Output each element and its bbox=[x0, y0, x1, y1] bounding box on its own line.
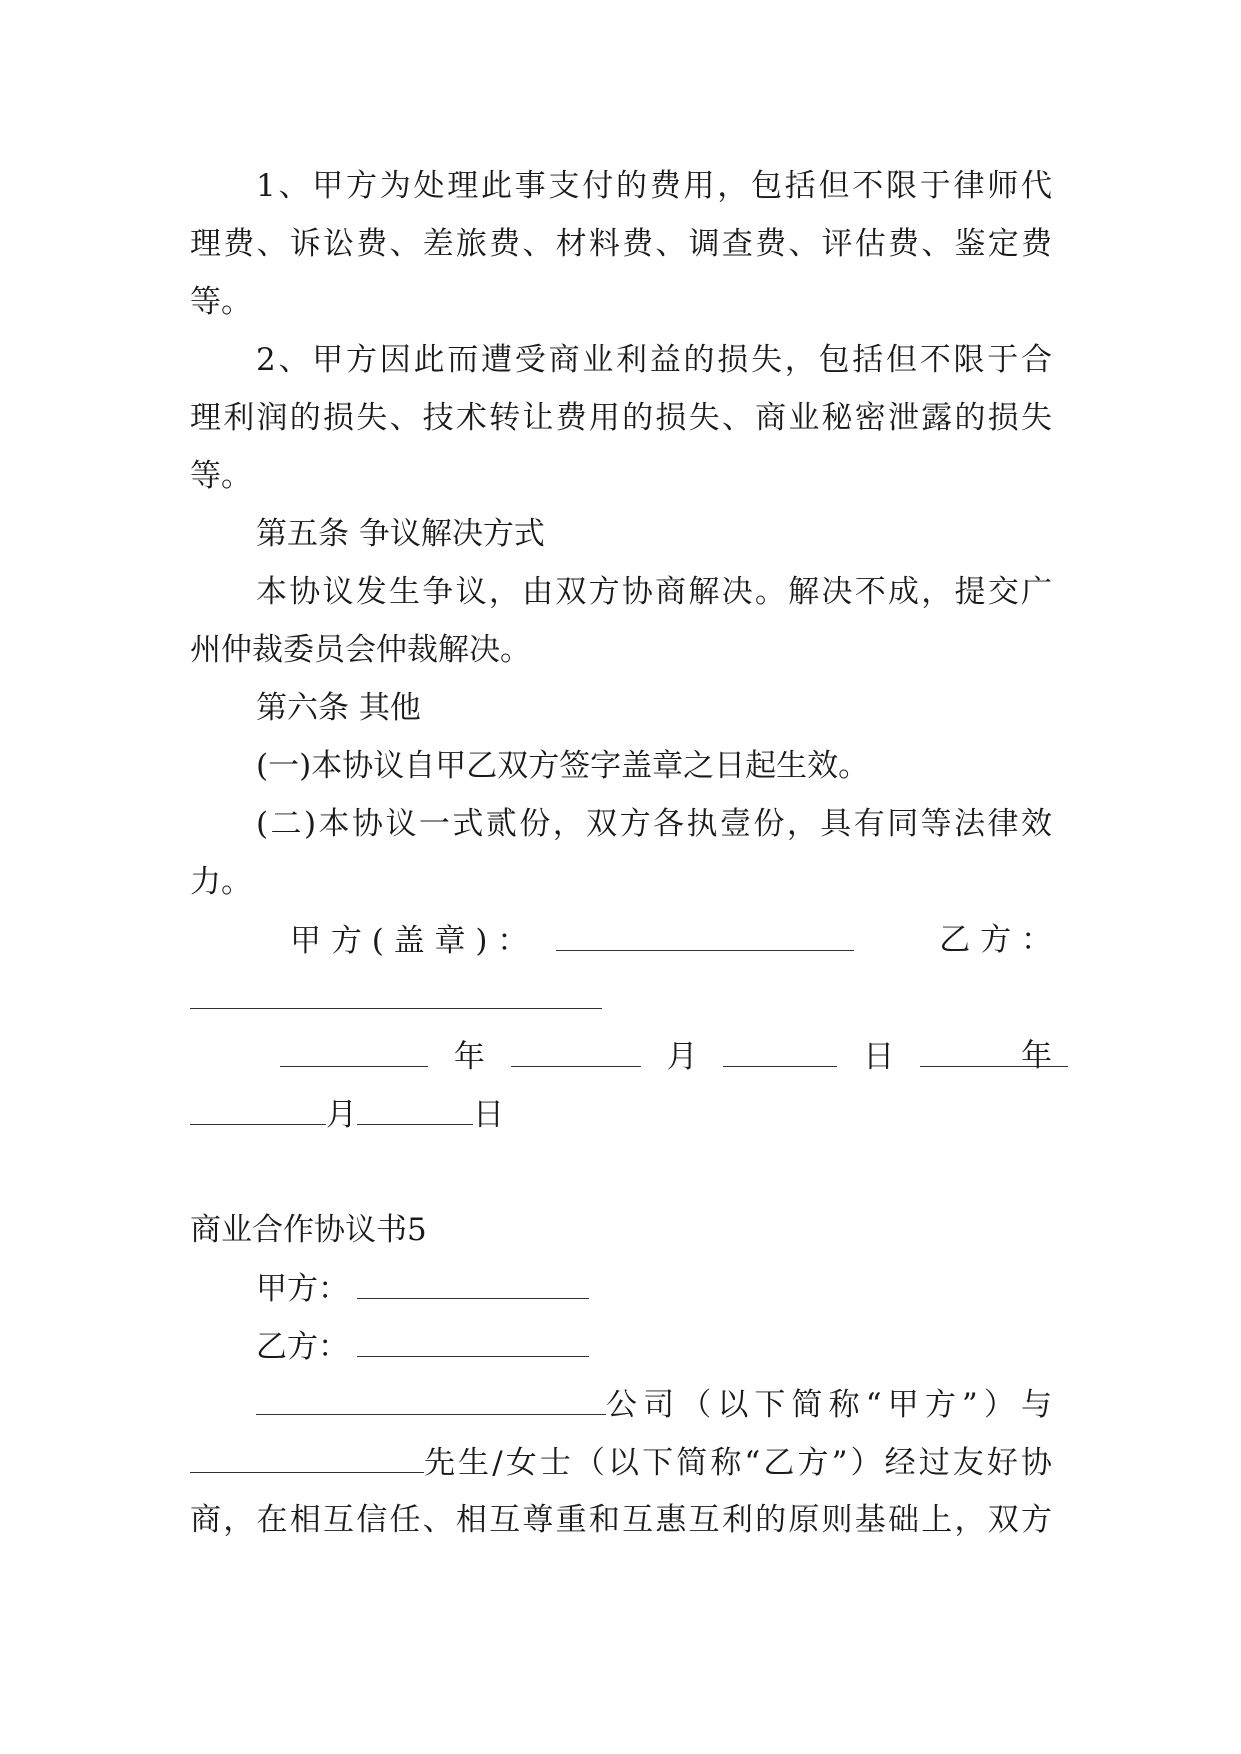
day-a-blank bbox=[723, 1036, 837, 1067]
date-row bbox=[280, 1036, 1052, 1076]
party-a-blank bbox=[556, 920, 854, 951]
person-blank bbox=[190, 1442, 424, 1473]
party-b-label: 乙方： bbox=[256, 1329, 349, 1365]
article-5-title: 第五条 争议解决方式 bbox=[256, 516, 545, 552]
agreement-5-party-a bbox=[256, 1268, 1052, 1308]
article-6-item-2-line-2: 力。 bbox=[190, 864, 252, 900]
date-row-b bbox=[190, 1094, 1052, 1134]
article-5-line-2: 州仲裁委员会仲裁解决。 bbox=[190, 632, 531, 668]
article-5-line-1: 本协议发生争议，由双方协商解决。解决不成，提交广 bbox=[256, 574, 1052, 610]
party-b-label: 乙 方 ： bbox=[939, 922, 1052, 958]
year-b-label: 年 bbox=[1021, 1038, 1052, 1074]
agreement-5-title: 商业合作协议书5 bbox=[190, 1212, 427, 1248]
month-a-blank bbox=[511, 1036, 641, 1067]
day-a-label: 日 bbox=[863, 1039, 895, 1075]
month-b-label: 月 bbox=[326, 1097, 357, 1133]
intro-company-text: 公司（以下简称“甲方”）与 bbox=[606, 1387, 1052, 1423]
party-b-blank-row bbox=[190, 978, 1052, 1018]
article-6-item-1: (一)本协议自甲乙双方签字盖章之日起生效。 bbox=[256, 748, 870, 784]
clause-1-line-3: 等。 bbox=[190, 284, 252, 320]
agreement-5-party-b bbox=[256, 1326, 1052, 1366]
clause-2-line-3: 等。 bbox=[190, 458, 252, 494]
party-b-name-blank bbox=[357, 1326, 589, 1357]
intro-line-3: 商，在相互信任、相互尊重和互惠互利的原则基础上，双方 bbox=[190, 1502, 1052, 1538]
day-b-blank bbox=[357, 1094, 473, 1125]
article-6-item-2-line-1: (二)本协议一式贰份，双方各执壹份，具有同等法律效 bbox=[256, 806, 1052, 842]
intro-line-1 bbox=[256, 1384, 1052, 1424]
year-a-label: 年 bbox=[453, 1039, 485, 1075]
party-b-blank bbox=[190, 978, 602, 1009]
clause-1-line-2: 理费、诉讼费、差旅费、材料费、调查费、评估费、鉴定费 bbox=[190, 226, 1052, 262]
intro-line-2 bbox=[190, 1442, 1052, 1482]
article-6-title: 第六条 其他 bbox=[256, 690, 421, 726]
party-a-seal-label: 甲 方 ( 盖 章 ) ： bbox=[290, 923, 529, 959]
clause-1-line-1: 1、甲方为处理此事支付的费用，包括但不限于律师代 bbox=[256, 168, 1052, 204]
company-blank bbox=[256, 1384, 606, 1415]
month-b-blank bbox=[190, 1094, 326, 1125]
party-a-label: 甲方： bbox=[256, 1271, 349, 1307]
party-a-name-blank bbox=[357, 1268, 589, 1299]
signature-row bbox=[290, 920, 1052, 960]
clause-2-line-2: 理利润的损失、技术转让费用的损失、商业秘密泄露的损失 bbox=[190, 400, 1052, 436]
year-a-blank bbox=[280, 1036, 428, 1067]
day-b-label: 日 bbox=[473, 1097, 504, 1133]
clause-2-line-1: 2、甲方因此而遭受商业利益的损失，包括但不限于合 bbox=[256, 342, 1052, 378]
intro-person-text: 先生/女士（以下简称“乙方”）经过友好协 bbox=[424, 1445, 1052, 1481]
month-a-label: 月 bbox=[666, 1039, 698, 1075]
